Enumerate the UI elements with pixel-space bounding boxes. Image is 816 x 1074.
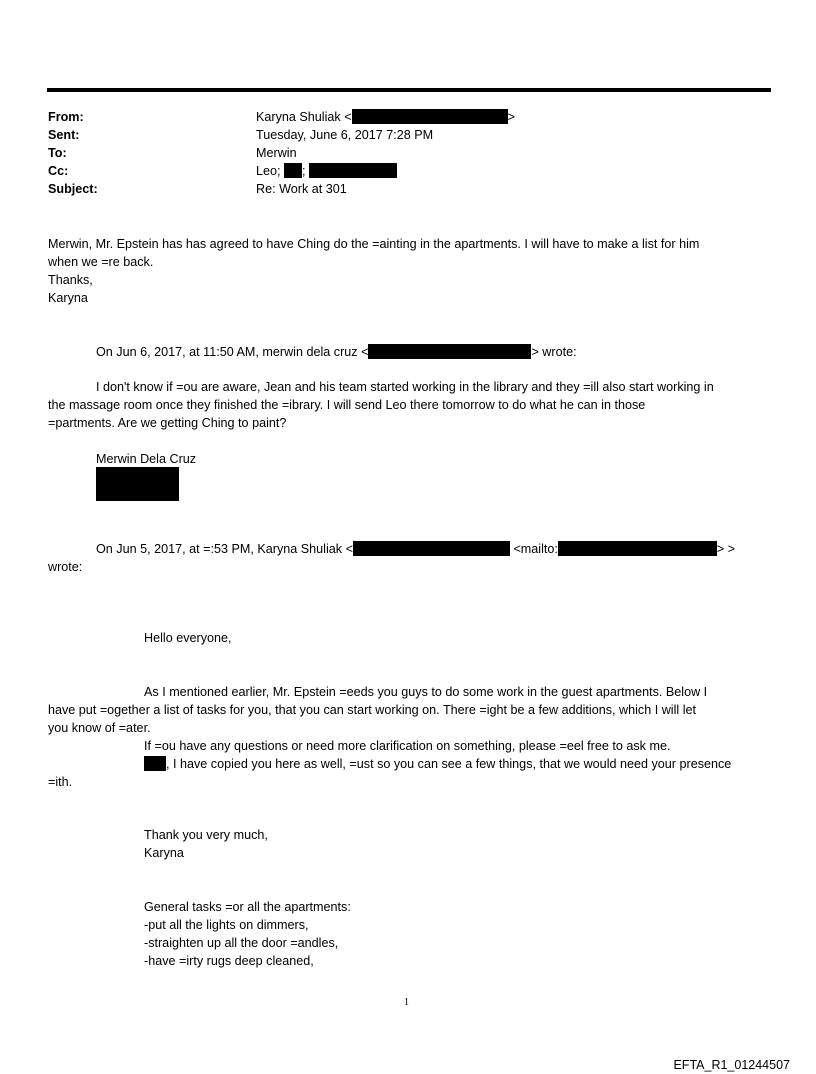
cc-separator: ; [302,164,306,178]
quote-wrote: wrote: [48,560,83,574]
from-name: Karyna Shuliak < [256,110,352,124]
subject-value: Re: Work at 301 [256,182,347,196]
body-line: have put =ogether a list of tasks for you, that you can start working on. There =ight be a few additions, which I will let [48,703,696,717]
body-line: If =ou have any questions or need more clarification on something, please =eel free to ask me. [144,739,671,753]
quote-body-line: the massage room once they finished the =ibrary. I will send Leo there tomorrow to do what he can in those [48,398,646,412]
reply-line: Merwin, Mr. Epstein has has agreed to have Ching do the =ainting in the apartments. I will have to make a list for him [48,237,700,251]
body-line: =ith. [48,775,73,789]
from-value [256,108,515,126]
body-line: As I mentioned earlier, Mr. Epstein =eeds you guys to do some work in the guest apartments. Below I [144,685,708,699]
page-number: 1 [404,997,409,1008]
quote-intro-text: On Jun 6, 2017, at 11:50 AM, merwin dela cruz < [96,345,369,359]
redaction-box [558,541,717,556]
body-line-text: , I have copied you here as well, =ust so you can see a few things, that we would need your presence [166,757,732,771]
from-close: > [507,110,515,124]
quote-body-line: I don't know if =ou are aware, Jean and his team started working in the library and they =ill also start working in [96,380,714,394]
reply-line: when we =re back. [48,255,154,269]
quote-intro-end: > > [716,542,736,556]
redaction-box [284,163,302,178]
greeting: Hello everyone, [144,631,232,645]
cc-leo: Leo; [256,164,281,178]
quote-intro-text: On Jun 5, 2017, at =:53 PM, Karyna Shuliak < [96,542,353,556]
body-line: you know of =ater. [48,721,151,735]
quote-intro [96,540,735,558]
tasks-heading: General tasks =or all the apartments: [144,900,351,914]
closing-thanks: Thank you very much, [144,828,268,842]
cc-label: Cc: [48,164,69,178]
to-label: To: [48,146,67,160]
reply-thanks: Thanks, [48,273,93,287]
cc-value [256,162,397,180]
redaction-box [368,344,531,359]
quote-body-line: =partments. Are we getting Ching to paint? [48,416,287,430]
subject-label: Subject: [48,182,98,196]
redaction-box [144,756,166,771]
redaction-box [353,541,510,556]
quote-intro-end: > wrote: [531,345,577,359]
document-id: EFTA_R1_01244507 [673,1058,790,1072]
mailto-text: <mailto: [513,542,558,556]
header-rule [47,88,771,92]
to-value: Merwin [256,146,297,160]
quote-intro [96,343,577,361]
from-label: From: [48,110,84,124]
task-item: -have =irty rugs deep cleaned, [144,954,314,968]
task-item: -straighten up all the door =andles, [144,936,339,950]
closing-signature: Karyna [144,846,184,860]
reply-signature: Karyna [48,291,88,305]
redaction-box [309,163,397,178]
sent-label: Sent: [48,128,80,142]
body-line [144,755,731,773]
task-item: -put all the lights on dimmers, [144,918,309,932]
quote-signature: Merwin Dela Cruz [96,452,197,466]
redaction-box [96,467,179,501]
sent-value: Tuesday, June 6, 2017 7:28 PM [256,128,434,142]
redaction-box [352,109,508,124]
